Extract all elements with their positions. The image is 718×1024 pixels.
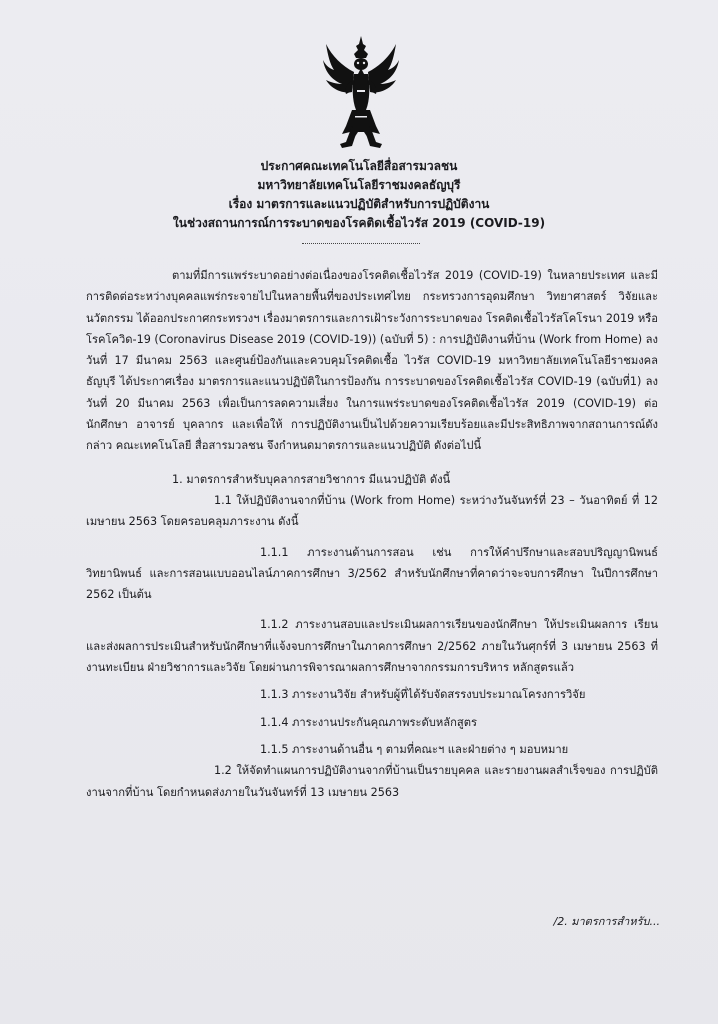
- section-1-heading: 1. มาตรการสำหรับบุคลากรสายวิชาการ มีแนวปฏิบัติ ดังนี้: [172, 472, 451, 486]
- intro-paragraph: ตามที่มีการแพร่ระบาดอย่างต่อเนื่องของโรคติดเชื้อไวรัส 2019 (COVID-19) ในหลายประเทศ และมีการติดต่อระหว่างบุคคลแพร่กระจายไปในหลายพื้นที่ของประเทศไทย กระทรวงการอุดมศึกษา วิทยาศาสตร์ วิจัยและนวัตกรรม ได้ออกประกาศกระทรวงฯ เรื่องมาตรการและการเฝ้าระวังการระบาดของ โรคติดเชื้อไวรัสโคโรนา 2019 หรือโรคโควิด-19 (Coronavirus Disease 2019 (COVID-19)) (ฉบับที่ 5) : การปฏิบัติงานที่บ้าน (Work from Home) ลงวันที่ 17 มีนาคม 2563 และศูนย์ป้องกันและควบคุมโรคติดเชื้อ ไวรัส COVID-19 มหาวิทยาลัยเทคโนโลยีราชมงคลธัญบุรี ได้ประกาศเรื่อง มาตรการและแนวปฏิบัติในการป้องกัน การระบาดของโรคติดเชื้อไวรัส COVID-19 (ฉบับที่1) ลงวันที่ 20 มีนาคม 2563 เพื่อเป็นการลดความเสี่ยง ในการแพร่ระบาดของโรคติดเชื้อไวรัส 2019 (COVID-19) ต่อนักศึกษา อาจารย์ บุคลากร และเพื่อให้ การปฏิบัติงานเป็นไปด้วยความเรียบร้อยและมีประสิทธิภาพจากสถานการณ์ดังกล่าว คณะเทคโนโลยี สื่อสารมวลชน จึงกำหนดมาตรการและแนวปฏิบัติ ดังต่อไปนี้: [86, 269, 658, 453]
- item-1-1-1: 1.1.1 ภาระงานด้านการสอน เช่น การให้คำปรึกษาและสอบปริญญานิพนธ์ วิทยานิพนธ์ และการสอนแบบออนไลน์ภาคการศึกษา 3/2562 สำหรับนักศึกษาที่คาดว่าจะจบการศึกษา ในปีการศึกษา 2562 เป็นต้น: [86, 545, 658, 602]
- heading-line-faculty: ประกาศคณะเทคโนโลยีสื่อสารมวลชน: [260, 159, 458, 173]
- item-1-1-5: 1.1.5 ภาระงานด้านอื่น ๆ ตามที่คณะฯ และฝ่ายต่าง ๆ มอบหมาย: [260, 742, 569, 756]
- item-1-1-2: 1.1.2 ภาระงานสอบและประเมินผลการเรียนของนักศึกษา ให้ประเมินผลการ เรียนและส่งผลการประเมินสำหรับนักศึกษาที่แจ้งจบการศึกษาในภาคการศึกษา 2/2562 ภายในวันศุกร์ที่ 3 เมษายน 2563 ที่งานทะเบียน ฝ่ายวิชาการและวิจัย โดยผ่านการพิจารณาผลการศึกษาจากกรรมการบริหาร หลักสูตรแล้ว: [86, 618, 658, 675]
- announcement-heading: [0, 157, 718, 233]
- continuation-note: /2. มาตรการสำหรับ...: [553, 915, 660, 928]
- heading-line-university: มหาวิทยาลัยเทคโนโลยีราชมงคลธัญบุรี: [257, 178, 461, 192]
- item-1-1: 1.1 ให้ปฏิบัติงานจากที่บ้าน (Work from Home) ระหว่างวันจันทร์ที่ 23 – วันอาทิตย์ ที่ 12 เมษายน 2563 โดยครอบคลุมภาระงาน ดังนี้: [86, 493, 658, 529]
- dotted-divider: [302, 243, 420, 244]
- item-1-1-4: 1.1.4 ภาระงานประกันคุณภาพระดับหลักสูตร: [260, 715, 478, 729]
- garuda-emblem-icon: [322, 34, 400, 152]
- announcement-body: [86, 265, 658, 803]
- heading-line-subject: เรื่อง มาตรการและแนวปฏิบัติสำหรับการปฏิบัติงาน: [228, 197, 490, 211]
- heading-line-covid: ในช่วงสถานการณ์การระบาดของโรคติดเชื้อไวรัส 2019 (COVID-19): [172, 216, 546, 230]
- item-1-2: 1.2 ให้จัดทำแผนการปฏิบัติงานจากที่บ้านเป็นรายบุคคล และรายงานผลสำเร็จของ การปฏิบัติงานจากที่บ้าน โดยกำหนดส่งภายในวันจันทร์ที่ 13 เมษายน 2563: [86, 764, 658, 799]
- item-1-1-3: 1.1.3 ภาระงานวิจัย สำหรับผู้ที่ได้รับจัดสรรงบประมาณโครงการวิจัย: [260, 688, 586, 702]
